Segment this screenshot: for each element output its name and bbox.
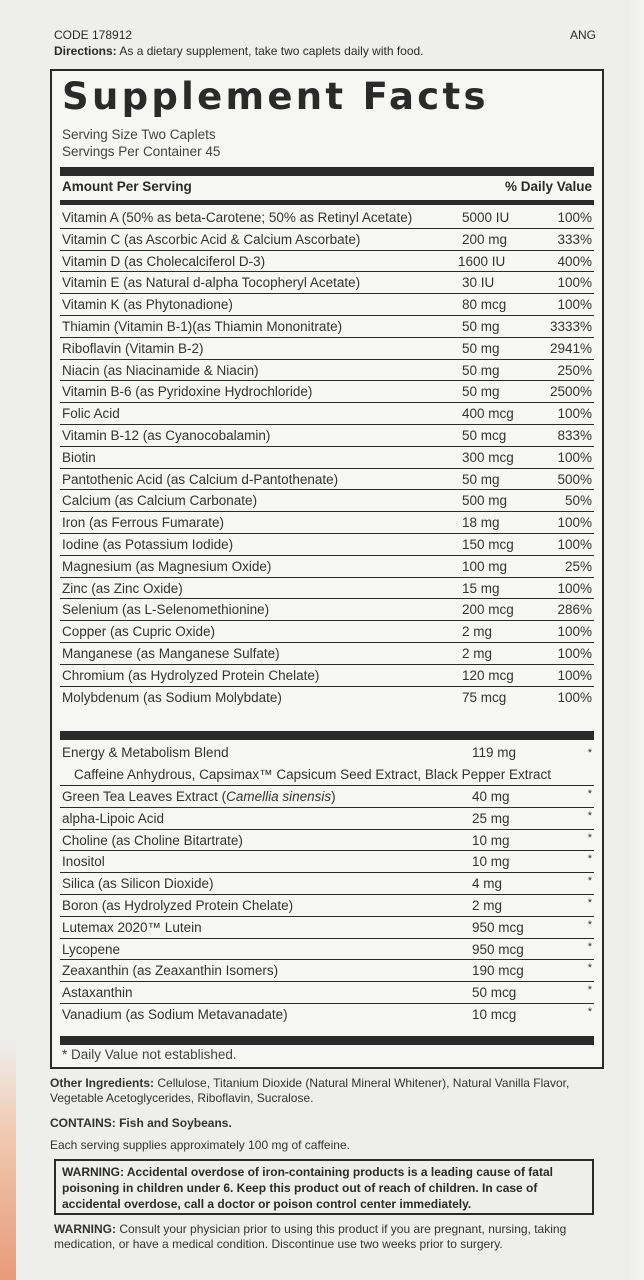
blend-row [60, 742, 594, 786]
daily-value: 100% [557, 667, 592, 683]
nutrient-amount: 1600 IU [458, 253, 506, 269]
nutrient-name: Copper (as Cupric Oxide) [62, 624, 216, 640]
nutrient-amount: 80 mcg [462, 297, 507, 313]
nutrient-row [60, 272, 594, 294]
ingredient-name: Boron (as Hydrolyzed Protein Chelate) [62, 897, 294, 913]
daily-value: 100% [557, 275, 592, 291]
daily-value-asterisk: * [587, 896, 592, 909]
daily-value-asterisk: * [587, 984, 592, 997]
nutrient-amount: 75 mcg [462, 689, 507, 705]
divider-medium [60, 200, 594, 205]
daily-value: 100% [557, 297, 592, 313]
nutrient-row [60, 229, 594, 251]
daily-value: 286% [557, 602, 592, 618]
nutrient-row [60, 578, 594, 600]
ingredient-amount: 25 mg [472, 810, 510, 826]
ingredient-row [60, 939, 594, 961]
nutrient-amount: 500 mg [462, 493, 508, 509]
vitamin-list [60, 207, 594, 708]
daily-value-asterisk: * [587, 853, 592, 866]
nutrient-name: Vitamin E (as Natural d-alpha Tocopheryl Acetate) [62, 275, 361, 291]
nutrient-row [60, 643, 594, 665]
daily-value-asterisk: * [587, 747, 592, 759]
nutrient-name: Zinc (as Zinc Oxide) [62, 580, 183, 596]
nutrient-row [60, 338, 594, 360]
nutrient-name: Selenium (as L-Selenomethionine) [62, 602, 270, 618]
nutrient-row [60, 687, 594, 709]
directions [54, 44, 596, 58]
daily-value: 100% [557, 515, 592, 531]
nutrient-name: Vitamin C (as Ascorbic Acid & Calcium Ascorbate) [62, 231, 361, 247]
nutrient-row [60, 665, 594, 687]
ingredient-name: Silica (as Silicon Dioxide) [62, 876, 214, 892]
nutrient-row [60, 490, 594, 512]
package-edge [626, 0, 644, 1280]
ingredient-row [60, 982, 594, 1004]
ingredient-amount: 10 mg [472, 854, 510, 870]
nutrient-amount: 18 mg [462, 515, 500, 531]
ingredient-name: Astaxanthin [62, 985, 133, 1001]
daily-value: 100% [557, 689, 592, 705]
daily-value: 25% [564, 558, 592, 574]
daily-value: 2941% [549, 340, 592, 356]
daily-value: 100% [557, 449, 592, 465]
daily-value-label: % Daily Value [504, 179, 592, 194]
blend-ingredients: Caffeine Anhydrous, Capsimax™ Capsicum Seed Extract, Black Pepper Extract [74, 767, 551, 782]
nutrient-name: Folic Acid [62, 406, 120, 422]
daily-value: 3333% [549, 318, 592, 334]
nutrient-amount: 50 mg [462, 384, 500, 400]
ingredient-amount: 950 mcg [472, 941, 524, 957]
ingredient-name: Lycopene [62, 941, 121, 957]
ingredient-name: Vanadium (as Sodium Metavanadate) [62, 1006, 288, 1022]
ingredient-amount: 40 mg [472, 789, 510, 804]
serving-size: Serving Size Two Caplets [62, 127, 216, 142]
ingredient-row [60, 851, 594, 873]
nutrient-row [60, 534, 594, 556]
ingredient-amount: 10 mg [472, 832, 510, 848]
ingredient-amount: 2 mg [472, 897, 503, 913]
nutrient-amount: 150 mcg [462, 536, 514, 552]
nutrient-row [60, 621, 594, 643]
ingredient-amount: 10 mcg [472, 1006, 517, 1022]
daily-value-asterisk: * [587, 1005, 592, 1018]
nutrient-row [60, 207, 594, 229]
botanical-name: Camellia sinensis [226, 789, 332, 804]
daily-value-asterisk: * [587, 809, 592, 822]
nutrient-row [60, 425, 594, 447]
daily-value-footnote: * Daily Value not established. [62, 1047, 237, 1062]
daily-value: 100% [557, 645, 592, 661]
ingredient-name: Green Tea Leaves Extract (Camellia sinensis) [62, 789, 336, 804]
nutrient-row [60, 447, 594, 469]
daily-value: 333% [557, 231, 592, 247]
ingredient-row [60, 786, 594, 808]
supplement-facts-panel [50, 69, 604, 1069]
ingredient-row [60, 873, 594, 895]
other-ingredients [50, 1076, 600, 1106]
other-ingredients-label: Other Ingredients: [50, 1076, 155, 1090]
nutrient-row [60, 316, 594, 338]
ingredient-amount: 50 mcg [472, 985, 517, 1001]
daily-value: 100% [557, 210, 592, 225]
ingredient-row [60, 808, 594, 830]
nutrient-amount: 50 mcg [462, 427, 507, 443]
ingredient-name: Choline (as Choline Bitartrate) [62, 832, 243, 848]
nutrient-amount: 30 IU [462, 275, 495, 291]
nutrient-row [60, 381, 594, 403]
nutrient-row [60, 512, 594, 534]
nutrient-name: Vitamin B-12 (as Cyanocobalamin) [62, 427, 271, 443]
nutrient-name: Manganese (as Manganese Sulfate) [62, 645, 280, 661]
nutrient-amount: 50 mg [462, 362, 500, 378]
nutrient-amount: 15 mg [462, 580, 500, 596]
daily-value: 400% [557, 253, 592, 269]
nutrient-amount: 50 mg [462, 318, 500, 334]
ingredient-row [60, 1004, 594, 1026]
divider-thick [60, 731, 594, 740]
divider-thick [60, 1036, 594, 1045]
nutrient-row [60, 469, 594, 491]
nutrient-name: Biotin [62, 449, 96, 465]
nutrient-name: Vitamin B-6 (as Pyridoxine Hydrochloride) [62, 384, 313, 400]
nutrient-name: Thiamin (Vitamin B-1)(as Thiamin Mononitrate) [62, 318, 343, 334]
daily-value: 250% [557, 362, 592, 378]
daily-value-asterisk: * [587, 875, 592, 888]
daily-value: 100% [557, 580, 592, 596]
daily-value: 100% [557, 624, 592, 640]
iron-warning-box: WARNING: Accidental overdose of iron-containing products is a leading cause of fatal poisoning in children under 6. Keep this product out of reach of children. In case of accidental overdose, call a doctor or poison control center immediately. [54, 1159, 594, 1215]
nutrient-amount: 120 mcg [462, 667, 514, 683]
nutrient-row [60, 599, 594, 621]
nutrient-name: Iodine (as Potassium Iodide) [62, 536, 234, 552]
daily-value: 2500% [549, 384, 592, 400]
nutrient-amount: 50 mg [462, 471, 500, 487]
ingredient-amount: 950 mcg [472, 919, 524, 935]
nutrient-name: Molybdenum (as Sodium Molybdate) [62, 689, 282, 705]
nutrient-name: Pantothenic Acid (as Calcium d-Pantothenate) [62, 471, 339, 487]
daily-value: 50% [564, 493, 592, 509]
column-header [62, 179, 592, 199]
nutrient-amount: 100 mg [462, 558, 508, 574]
daily-value-asterisk: * [587, 962, 592, 975]
nutrient-name: Magnesium (as Magnesium Oxide) [62, 558, 272, 574]
physician-warning-text: Consult your physician prior to using this product if you are pregnant, nursing, taking medication, or have a medical condition. Discontinue use two weeks prior to surgery. [54, 1222, 567, 1251]
blend-name: Energy & Metabolism Blend [62, 745, 229, 760]
nutrient-name: Calcium (as Calcium Carbonate) [62, 493, 258, 509]
nutrient-amount: 200 mcg [462, 602, 514, 618]
nutrient-name: Vitamin D (as Cholecalciferol D-3) [62, 253, 266, 269]
ingredient-row [60, 960, 594, 982]
blend-amount: 119 mg [472, 745, 517, 760]
nutrient-name: Iron (as Ferrous Fumarate) [62, 515, 225, 531]
amount-per-serving-label: Amount Per Serving [62, 179, 192, 194]
daily-value-asterisk: * [587, 918, 592, 931]
nutrient-row [60, 360, 594, 382]
directions-label: Directions: [54, 44, 117, 58]
ingredient-row [60, 917, 594, 939]
physician-warning [54, 1222, 598, 1252]
ingredient-name: alpha-Lipoic Acid [62, 810, 165, 826]
nutrient-row [60, 556, 594, 578]
other-ingredient-list [60, 742, 594, 1026]
nutrient-name: Chromium (as Hydrolyzed Protein Chelate) [62, 667, 320, 683]
nutrient-amount: 2 mg [462, 624, 493, 640]
allergen-statement: CONTAINS: Fish and Soybeans. [50, 1116, 232, 1130]
daily-value-asterisk: * [587, 831, 592, 844]
ingredient-name: Inositol [62, 854, 105, 870]
nutrient-amount: 300 mcg [462, 449, 514, 465]
product-code: CODE 178912 [54, 28, 133, 42]
ingredient-row [60, 830, 594, 852]
daily-value: 500% [557, 471, 592, 487]
nutrient-amount: 50 mg [462, 340, 500, 356]
nutrient-name: Vitamin K (as Phytonadione) [62, 297, 233, 313]
serving-info [62, 126, 220, 160]
ingredient-amount: 4 mg [472, 876, 503, 892]
daily-value: 100% [557, 536, 592, 552]
ingredient-row [60, 895, 594, 917]
divider-thick [60, 167, 594, 176]
nutrient-amount: 400 mcg [462, 406, 514, 422]
nutrient-row [60, 403, 594, 425]
caffeine-note: Each serving supplies approximately 100 mg of caffeine. [50, 1138, 350, 1152]
code-suffix: ANG [569, 28, 596, 42]
nutrient-amount: 200 mg [462, 231, 508, 247]
servings-per-container: Servings Per Container 45 [62, 144, 221, 159]
nutrient-name: Riboflavin (Vitamin B-2) [62, 340, 204, 356]
other-ingredients-text: Cellulose, Titanium Dioxide (Natural Mineral Whitener), Natural Vanilla Flavor, Vegetable Acetoglycerides, Riboflavin, Sucralose. [50, 1076, 570, 1105]
physician-warning-label: WARNING: [54, 1222, 116, 1236]
nutrient-name: Niacin (as Niacinamide & Niacin) [62, 362, 259, 378]
nutrient-name: Vitamin A (50% as beta-Carotene; 50% as Retinyl Acetate) [62, 210, 413, 225]
label-header [54, 28, 596, 58]
nutrient-amount: 2 mg [462, 645, 493, 661]
package-art-edge [0, 1040, 16, 1280]
nutrient-row [60, 251, 594, 273]
daily-value-asterisk: * [587, 788, 592, 800]
ingredient-name: Lutemax 2020™ Lutein [62, 919, 202, 935]
ingredient-name: Zeaxanthin (as Zeaxanthin Isomers) [62, 963, 279, 979]
daily-value: 100% [557, 406, 592, 422]
daily-value: 833% [557, 427, 592, 443]
nutrient-amount: 5000 IU [462, 210, 510, 225]
daily-value-asterisk: * [587, 940, 592, 953]
ingredient-amount: 190 mcg [472, 963, 524, 979]
facts-title: Supplement Facts [62, 75, 489, 118]
directions-text: As a dietary supplement, take two caplets daily with food. [116, 44, 424, 58]
nutrient-row [60, 294, 594, 316]
